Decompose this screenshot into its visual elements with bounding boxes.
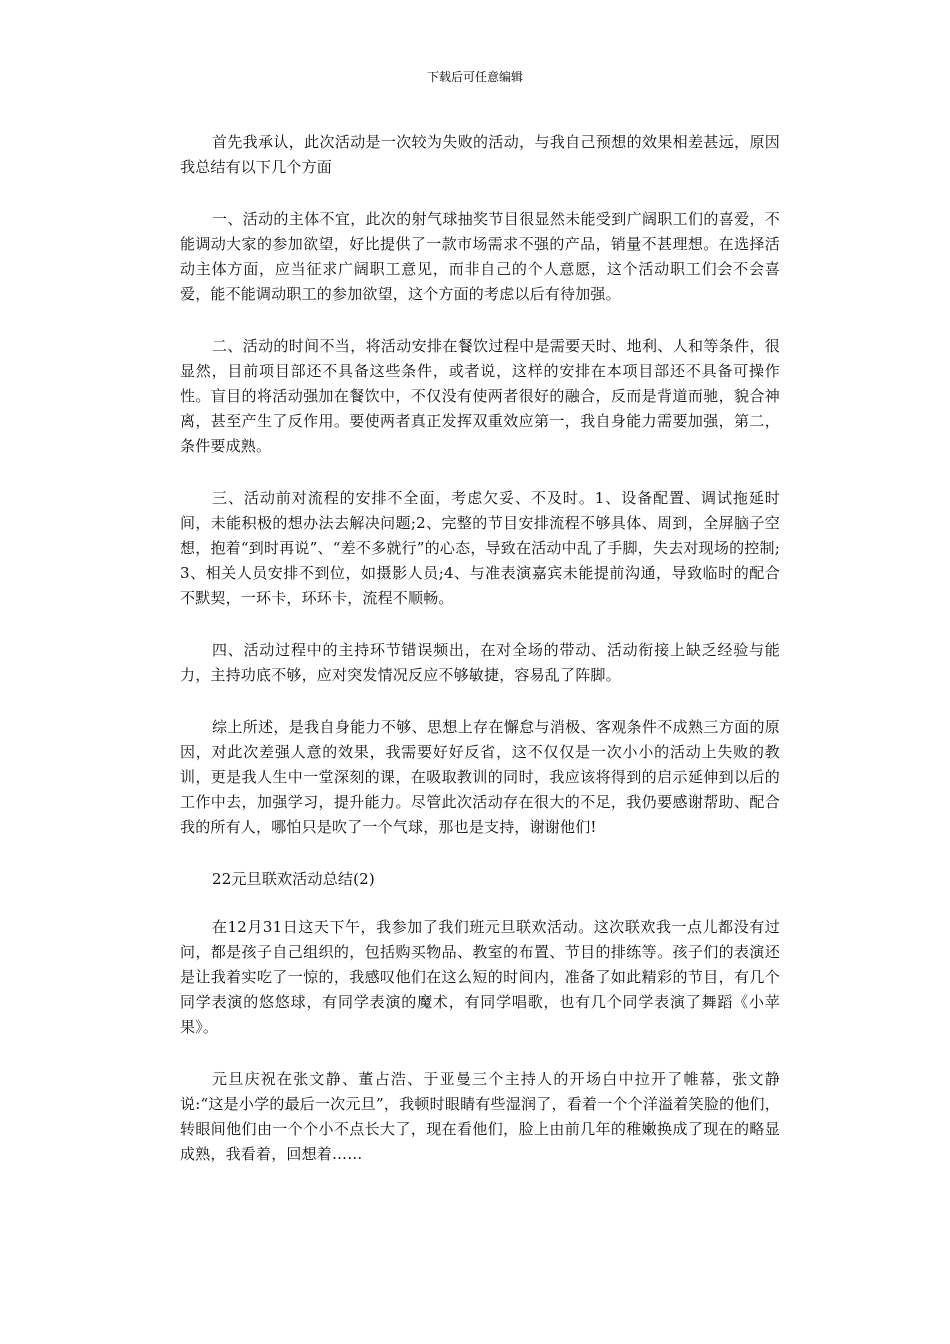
- page-header: 下载后可任意编辑: [426, 70, 523, 84]
- paragraph-point-2: 二、活动的时间不当，将活动安排在餐饮过程中是需要天时、地利、人和等条件，很显然，目前项目部还不具备这些条件，或者说，这样的安排在本项目部还不具备可操作性。盲目的将活动强加在餐饮中，不仅没有使两者很好的融合，反而是背道而驰，貌合神离，甚至产生了反作用。要使两者真正发挥双重效应第一，我自身能力需要加强，第二，条件要成熟。: [180, 337, 780, 455]
- paragraph-party-2: 元旦庆祝在张文静、董占浩、于亚曼三个主持人的开场白中拉开了帷幕，张文静说:“这是小学的最后一次元旦”，我顿时眼睛有些湿润了，看着一个个洋溢着笑脸的他们，转眼间他们由一个个小不点长大了，现在看他们，脸上由前几年的稚嫩换成了现在的略显成熟，我看着，回想着……: [180, 1070, 780, 1163]
- paragraph-intro: 首先我承认，此次活动是一次较为失败的活动，与我自己预想的效果相差甚远，原因我总结有以下几个方面: [180, 133, 780, 176]
- section-heading: 22元旦联欢活动总结(2): [212, 870, 375, 888]
- paragraph-point-1: 一、活动的主体不宜，此次的射气球抽奖节目很显然未能受到广阔职工们的喜爱，不能调动大家的参加欲望，好比提供了一款市场需求不强的产品，销量不甚理想。在选择活动主体方面，应当征求广阔职工意见，而非自己的个人意愿，这个活动职工们会不会喜爱，能不能调动职工的参加欲望，这个方面的考虑以后有待加强。: [180, 210, 780, 303]
- paragraph-point-3: 三、活动前对流程的安排不全面，考虑欠妥、不及时。1、设备配置、调试拖延时间，未能积极的想办法去解决问题;2、完整的节目安排流程不够具体、周到，全屏脑子空想，抱着“到时再说”、“差不多就行”的心态，导致在活动中乱了手脚，失去对现场的控制;3、相关人员安排不到位，如摄影人员;4、与准表演嘉宾未能提前沟通，导致临时的配合不默契，一环卡，环环卡，流程不顺畅。: [180, 489, 780, 607]
- document-body: [180, 130, 780, 1194]
- paragraph-point-4: 四、活动过程中的主持环节错误频出，在对全场的带动、活动衔接上缺乏经验与能力，主持功底不够，应对突发情况反应不够敏捷，容易乱了阵脚。: [180, 641, 780, 684]
- paragraph-conclusion: 综上所述，是我自身能力不够、思想上存在懈怠与消极、客观条件不成熟三方面的原因，对此次差强人意的效果，我需要好好反省，这不仅仅是一次小小的活动上失败的教训，更是我人生中一堂深刻的课，在吸取教训的同时，我应该将得到的启示延伸到以后的工作中去，加强学习，提升能力。尽管此次活动存在很大的不足，我仍要感谢帮助、配合我的所有人，哪怕只是吹了一个气球，那也是支持，谢谢他们!: [180, 718, 780, 836]
- paragraph-party-1: 在12月31日这天下午，我参加了我们班元旦联欢活动。这次联欢我一点儿都没有过问，都是孩子自己组织的，包括购买物品、教室的布置、节目的排练等。孩子们的表演还是让我着实吃了一惊的，我感叹他们在这么短的时间内，准备了如此精彩的节目，有几个同学表演的悠悠球，有同学表演的魔术，有同学唱歌，也有几个同学表演了舞蹈《小苹果》。: [180, 918, 780, 1036]
